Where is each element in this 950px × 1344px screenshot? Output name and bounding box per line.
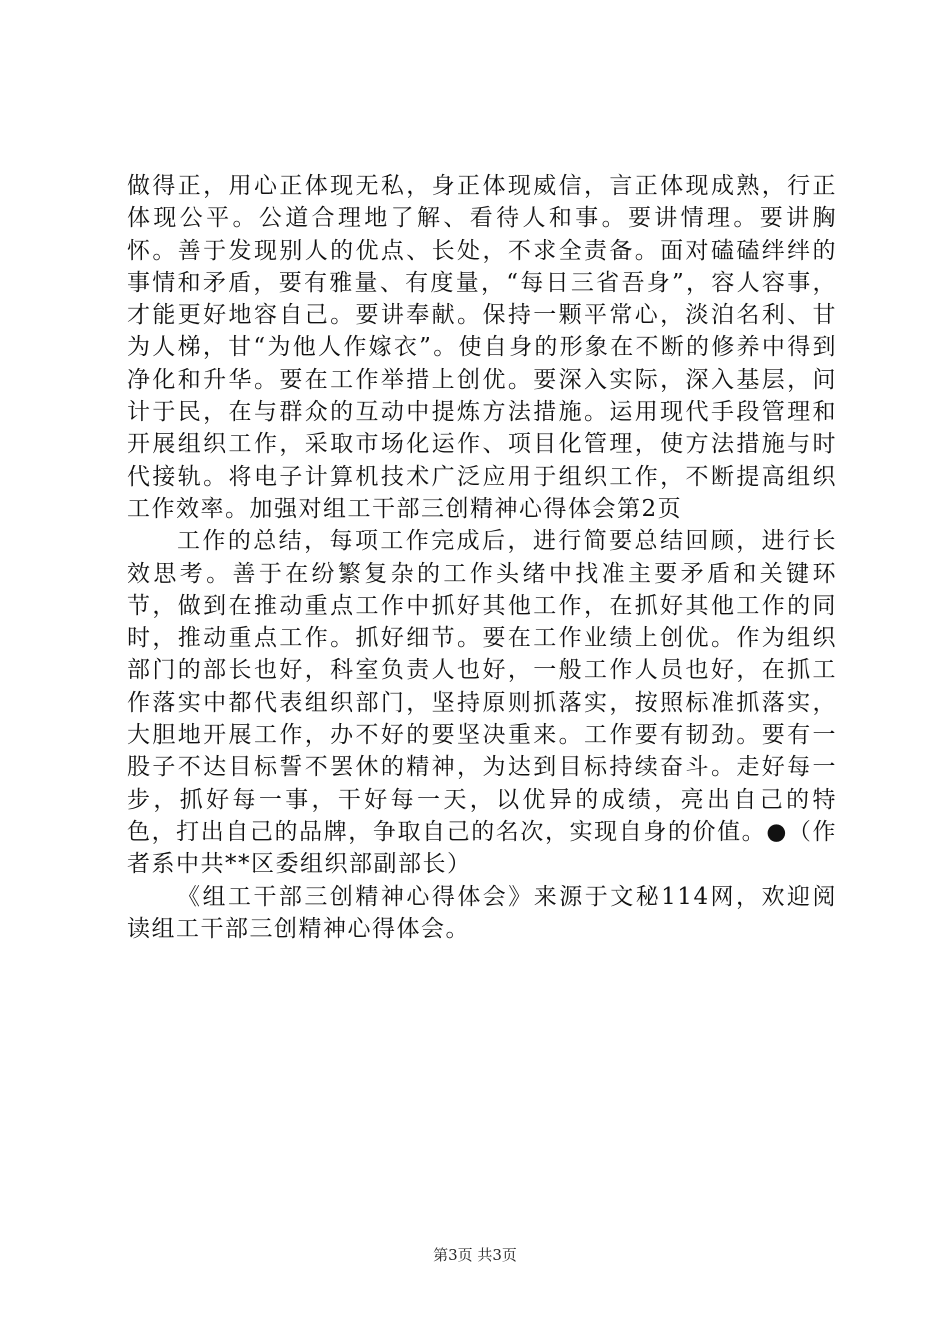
page-footer: 第3页 共3页 xyxy=(433,1246,517,1264)
paragraph-3: 《组工干部三创精神心得体会》来源于文秘114网，欢迎阅读组工干部三创精神心得体会。 xyxy=(127,883,837,942)
paragraph-1: 做得正，用心正体现无私，身正体现威信，言正体现成熟，行正体现公平。公道合理地了解、看待人和事。要讲情理。要讲胸怀。善于发现别人的优点、长处，不求全责备。面对磕磕绊绊的事情和矛盾，要有雅量、有度量，“每日三省吾身”，容人容事，才能更好地容自己。要讲奉献。保持一颗平常心，淡泊名利、甘为人梯，甘“为他人作嫁衣”。使自身的形象在不断的修养中得到净化和升华。要在工作举措上创优。要深入实际，深入基层，问计于民，在与群众的互动中提炼方法措施。运用现代手段管理和开展组织工作，采取市场化运作、项目化管理，使方法措施与时代接轨。将电子计算机技术广泛应用于组织工作，不断提高组织工作效率。加强对组工干部三创精神心得体会第2页 xyxy=(127,173,837,522)
paragraph-2: 工作的总结，每项工作完成后，进行简要总结回顾，进行长效思考。善于在纷繁复杂的工作头绪中找准主要矛盾和关键环节，做到在推动重点工作中抓好其他工作，在抓好其他工作的同时，推动重点工作。抓好细节。要在工作业绩上创优。作为组织部门的部长也好，科室负责人也好，一般工作人员也好，在抓工作落实中都代表组织部门，坚持原则抓落实，按照标准抓落实，大胆地开展工作，办不好的要坚决重来。工作要有韧劲。要有一股子不达目标誓不罢休的精神，为达到目标持续奋斗。走好每一步，抓好每一事，干好每一天，以优异的成绩，亮出自己的特色，打出自己的品牌，争取自己的名次，实现自身的价值。●（作者系中共**区委组织部副部长） xyxy=(127,528,837,878)
document-body xyxy=(127,170,837,945)
